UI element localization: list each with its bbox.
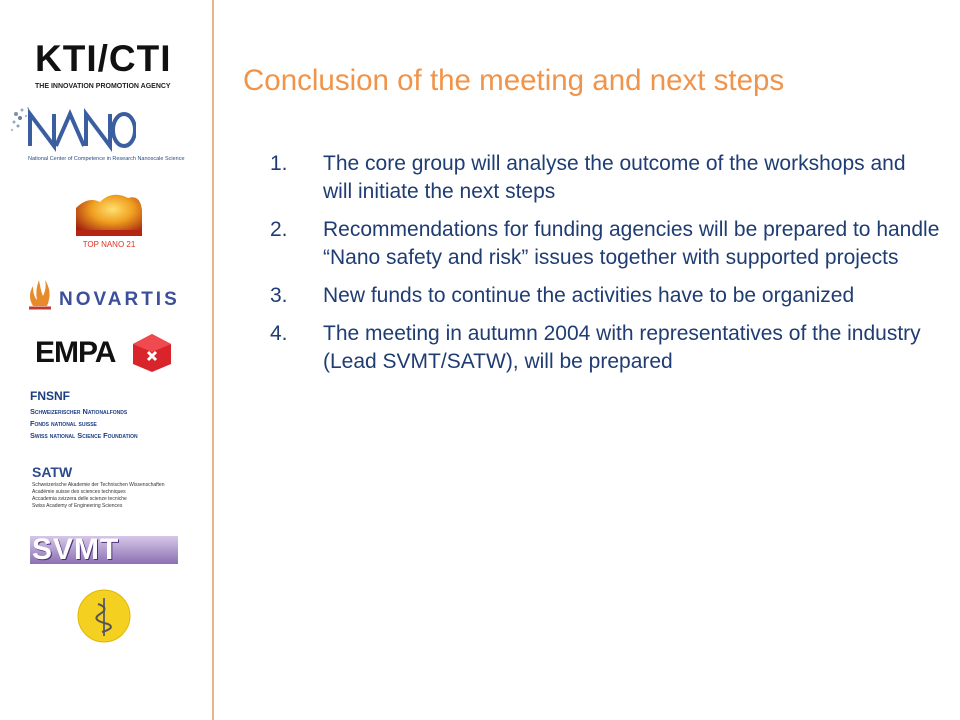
- snf-logo: [30, 390, 210, 446]
- svmt-name: SVMT: [32, 533, 120, 566]
- satw-line-1: Schweizerische Akademie der Technischen Wissenschaften: [32, 482, 165, 488]
- list-item: [270, 216, 940, 272]
- satw-name: SATW: [32, 464, 73, 480]
- list-item-number: 4.: [270, 322, 288, 345]
- empa-name: EMPA: [35, 336, 116, 369]
- list-item-text: Recommendations for funding agencies will be prepared to handle “Nano safety and risk” issues together with supported projects: [323, 218, 940, 269]
- list-item: [270, 282, 940, 310]
- nano-wordmark-icon: [26, 108, 136, 152]
- snf-line-3: Swiss national Science Foundation: [30, 431, 138, 440]
- snf-line-1: Schweizerischer Nationalfonds: [30, 407, 128, 416]
- list-item-text: The core group will analyse the outcome of the workshops and will initiate the next steps: [323, 152, 906, 203]
- list-item: [270, 150, 940, 206]
- novartis-flame-icon: [25, 276, 55, 312]
- snf-line-2: Fonds national suisse: [30, 419, 97, 428]
- list-item-text: The meeting in autumn 2004 with representatives of the industry (Lead SVMT/SATW), will be prepared: [323, 322, 921, 373]
- kti-logo-tagline: THE INNOVATION PROMOTION AGENCY: [35, 83, 171, 90]
- novartis-name: NOVARTIS: [59, 289, 180, 310]
- kti-logo-name: KTI/CTI: [35, 38, 172, 79]
- satw-line-4: Swiss Academy of Engineering Sciences: [32, 503, 123, 509]
- snf-badge-text: FNSNF: [30, 389, 70, 403]
- list-item: [270, 320, 940, 376]
- satw-line-3: Accademia svizzera delle scienze tecniche: [32, 496, 127, 502]
- nano-logo: [8, 104, 212, 164]
- top-nano-label: TOP NANO 21: [82, 240, 136, 249]
- empa-logo: [35, 332, 175, 374]
- kti-cti-logo: [35, 38, 210, 93]
- nano-subtitle: National Center of Competence in Research Nanoscale Science: [28, 156, 185, 162]
- novartis-logo: [25, 276, 195, 316]
- list-item-number: 1.: [270, 152, 288, 175]
- sidebar-divider: [212, 0, 214, 720]
- list-item-number: 3.: [270, 284, 288, 307]
- medical-emblem-icon: [76, 588, 132, 644]
- empa-cube-icon: [131, 332, 173, 374]
- slide-title: Conclusion of the meeting and next steps: [243, 64, 785, 97]
- top-nano-logo: [70, 190, 148, 252]
- logo-sidebar: [0, 0, 212, 720]
- svmt-logo: [30, 533, 178, 566]
- satw-line-2: Académie suisse des sciences techniques: [32, 489, 126, 495]
- list-item-text: New funds to continue the activities have to be organized: [323, 284, 855, 307]
- top-nano-image-icon: [74, 190, 144, 238]
- steps-list: [270, 150, 940, 386]
- list-item-number: 2.: [270, 218, 288, 241]
- satw-logo: [30, 464, 210, 512]
- snf-badge: [30, 390, 100, 404]
